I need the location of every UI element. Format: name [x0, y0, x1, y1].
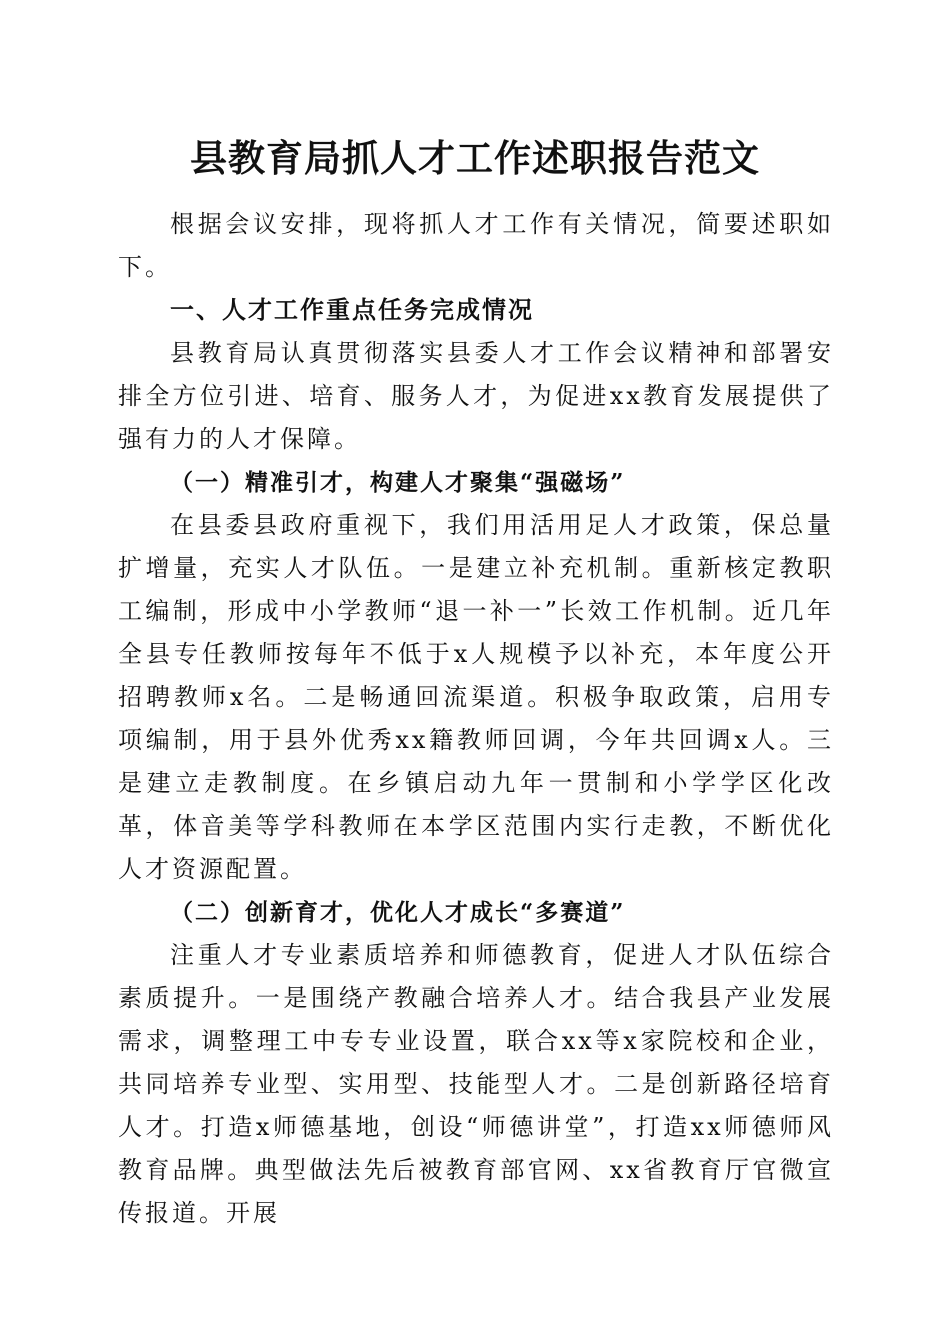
subsection-heading-2: （二）创新育才，优化人才成长“多赛道” [170, 899, 626, 926]
subsection-body-1: 在县委县政府重视下，我们用活用足人才政策，保总量扩增量，充实人才队伍。一是建立补充机制。重新核定教职工编制，形成中小学教师“退一补一”长效工作机制。近几年全县专任教师按每年不低于x人规模予以补充，本年度公开招聘教师x名。二是畅通回流渠道。积极争取政策，启用专项编制，用于县外优秀xx籍教师回调，今年共回调x人。三是建立走教制度。在乡镇启动九年一贯制和小学学区化改革，体音美等学科教师在本学区范围内实行走教，不断优化人才资源配置。 [118, 511, 834, 883]
document-title: 县教育局抓人才工作述职报告范文 [190, 136, 760, 180]
document-body [118, 203, 834, 1235]
subsection-heading-1: （一）精准引才，构建人才聚集“强磁场” [170, 469, 626, 496]
subsection-body-2: 注重人才专业素质培养和师德教育，促进人才队伍综合素质提升。一是围绕产教融合培养人才。结合我县产业发展需求，调整理工中专专业设置，联合xx等x家院校和企业，共同培养专业型、实用型、技能型人才。二是创新路径培育人才。打造x师德基地，创设“师德讲堂”，打造xx师德师风教育品牌。典型做法先后被教育部官网、xx省教育厅官微宣传报道。开展 [118, 941, 834, 1227]
section-heading-1: 一、人才工作重点任务完成情况 [170, 296, 534, 324]
section-summary-paragraph: 县教育局认真贯彻落实县委人才工作会议精神和部署安排全方位引进、培育、服务人才，为促进xx教育发展提供了强有力的人才保障。 [118, 339, 834, 453]
intro-paragraph: 根据会议安排，现将抓人才工作有关情况，简要述职如下。 [118, 210, 834, 281]
